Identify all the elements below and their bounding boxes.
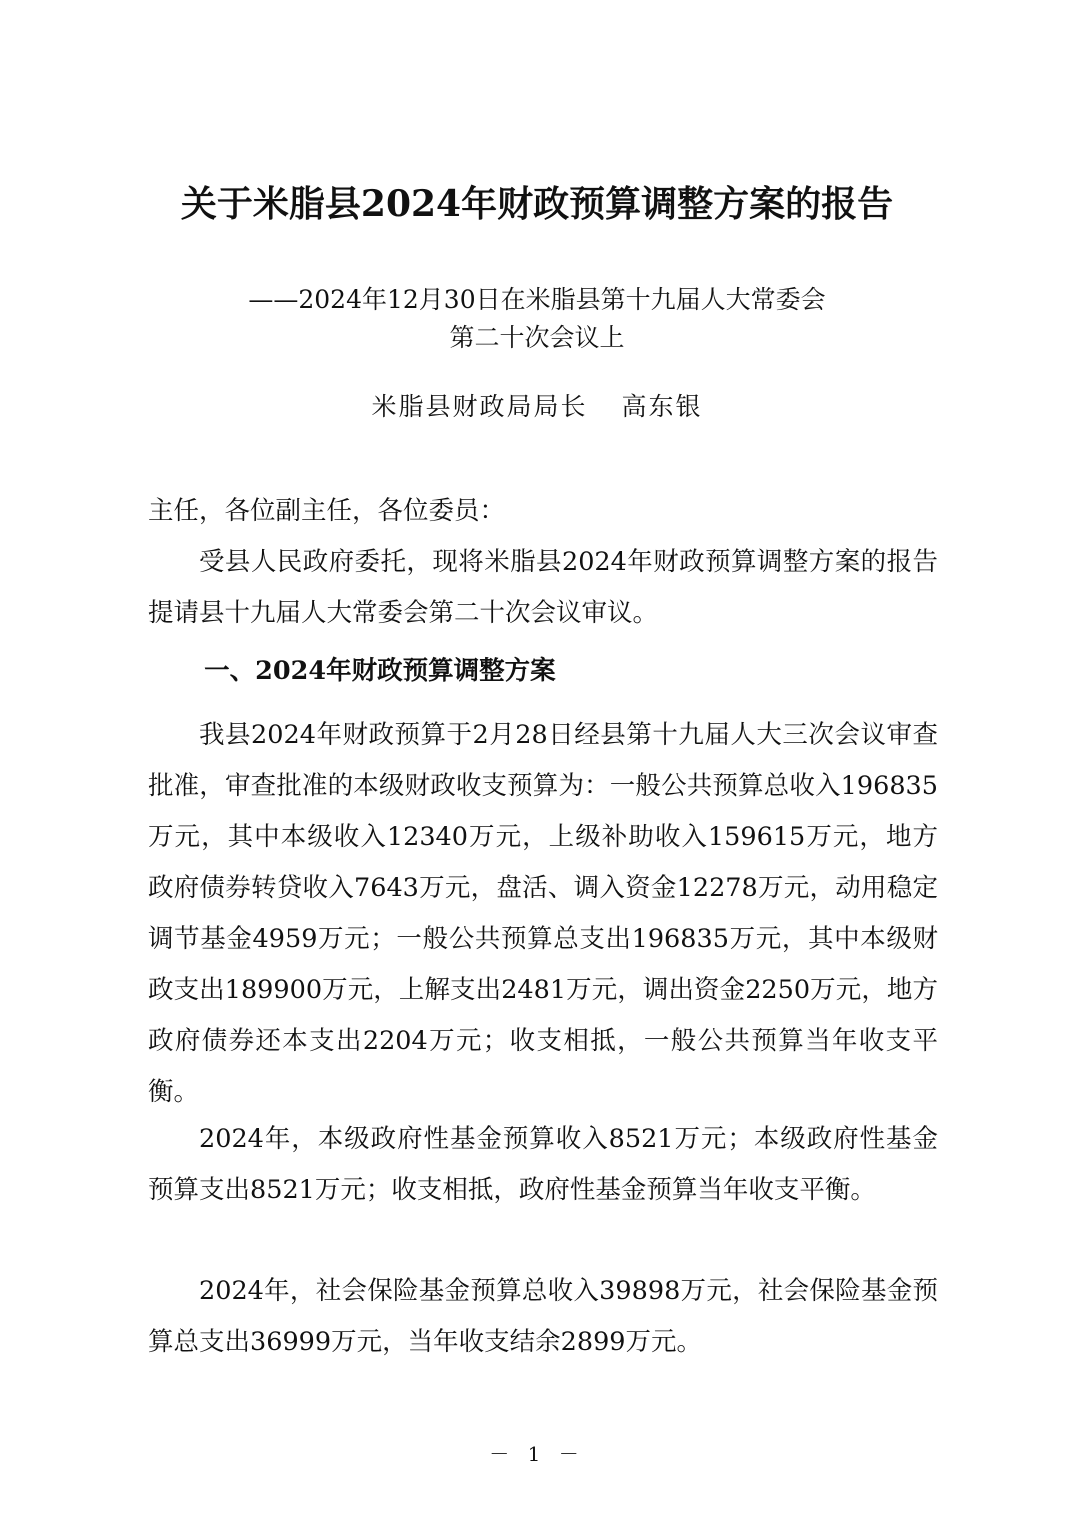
document-title: 关于米脂县2024年财政预算调整方案的报告 <box>180 183 894 225</box>
paragraph-social-insurance-text: 2024年，社会保险基金预算总收入39898万元，社会保险基金预算总支出36999万元，当年收支结余2899万元。 <box>148 1276 938 1357</box>
section-heading-text: 一、2024年财政预算调整方案 <box>204 656 556 686</box>
subtitle-line-2: 第二十次会议上 <box>449 323 625 352</box>
paragraph-fund-budget <box>148 1114 938 1216</box>
paragraph-general-budget-text: 我县2024年财政预算于2月28日经县第十九届人大三次会议审查批准，审查批准的本级财政收支预算为：一般公共预算总收入196835万元，其中本级收入12340万元，上级补助收入159615万元，地方政府债券转贷收入7643万元，盘活、调入资金12278万元，动用稳定调节基金4959万元；一般公共预算总支出196835万元，其中本级财政支出189900万元，上解支出2481万元，调出资金2250万元，地方政府债券还本支出2204万元；收支相抵，一般公共预算当年收支平衡。 <box>148 720 938 1107</box>
salutation <box>148 486 938 537</box>
document-subtitle <box>60 281 1014 357</box>
section-heading <box>148 646 938 697</box>
intro-paragraph <box>148 537 938 639</box>
paragraph-general-budget <box>148 710 938 1118</box>
paragraph-fund-budget-text: 2024年，本级政府性基金预算收入8521万元；本级政府性基金预算支出8521万元；收支相抵，政府性基金预算当年收支平衡。 <box>148 1124 938 1205</box>
salutation-text: 主任，各位副主任，各位委员： <box>148 496 506 526</box>
paragraph-social-insurance <box>148 1266 938 1368</box>
author-line <box>60 387 1014 427</box>
intro-paragraph-text: 受县人民政府委托，现将米脂县2024年财政预算调整方案的报告提请县十九届人大常委会第二十次会议审议。 <box>148 547 938 628</box>
author-position: 米脂县财政局局长 <box>371 392 588 421</box>
page-number: － 1 － <box>489 1442 585 1466</box>
subtitle-line-1: ——2024年12月30日在米脂县第十九届人大常委会 <box>248 285 826 314</box>
author-name: 高东银 <box>621 392 703 421</box>
